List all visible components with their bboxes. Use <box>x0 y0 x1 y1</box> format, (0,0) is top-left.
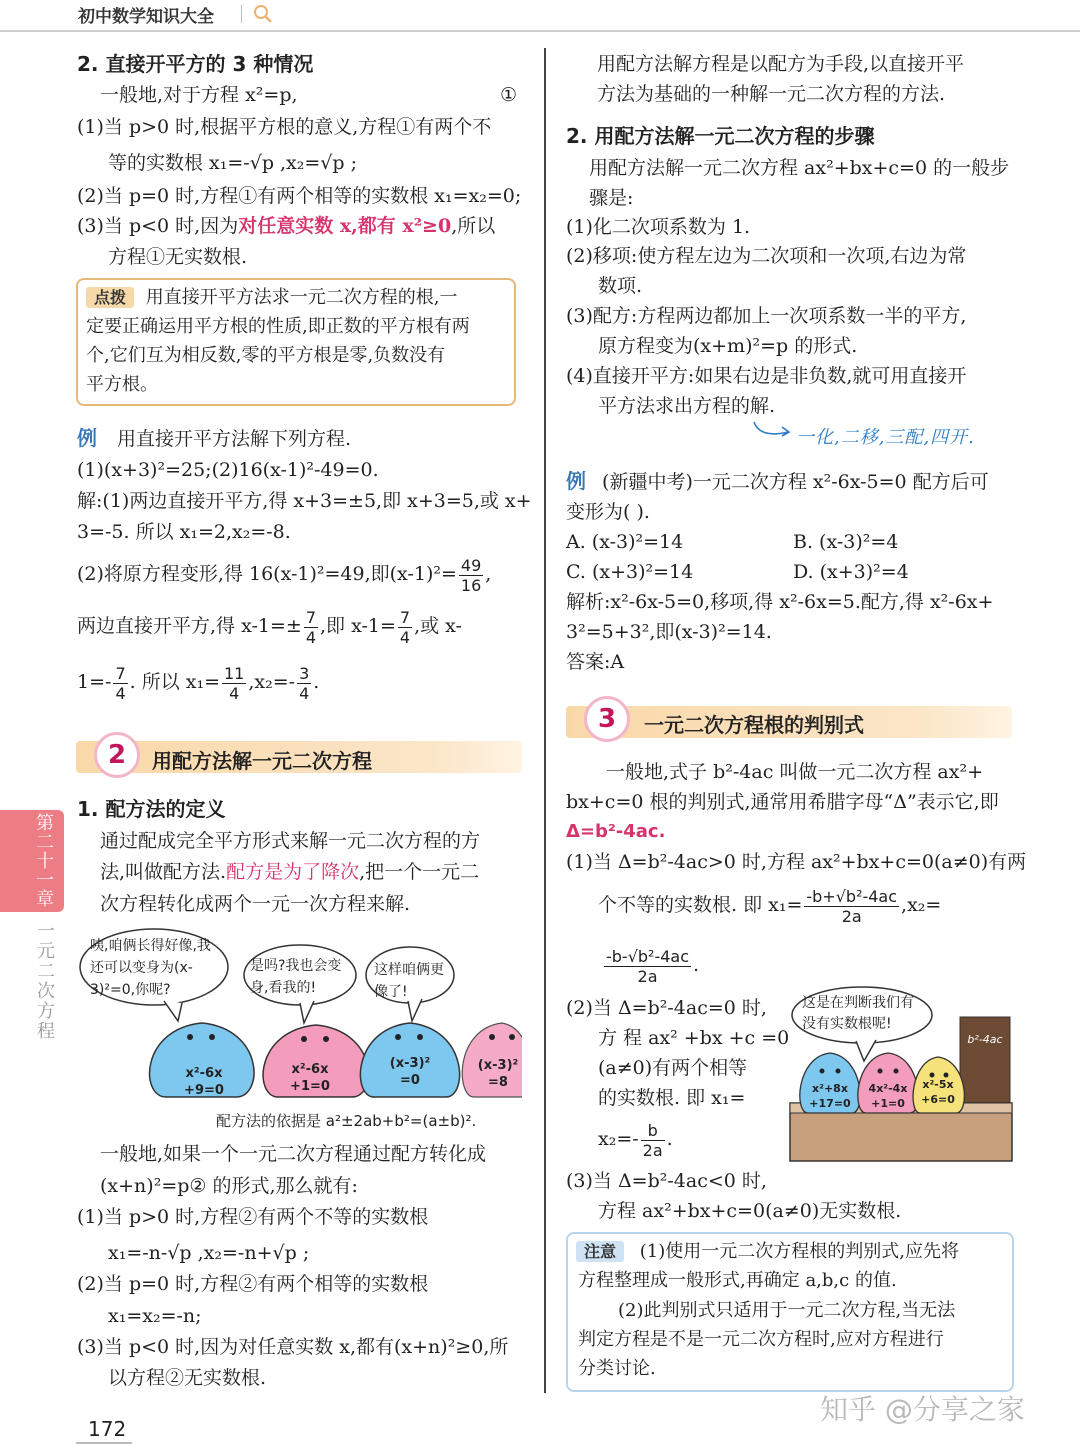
solution-2-c-pre: 1=- <box>77 671 112 693</box>
notice-tag: 注意 <box>576 1241 624 1262</box>
illustration-caption: 配方法的依据是 a²±2ab+b²=(a±b)². <box>216 1112 477 1130</box>
example-equations: (1)(x+3)²=25;(2)16(x-1)²-49=0. <box>77 459 379 481</box>
right-example-line-1 <box>566 467 989 496</box>
section-3-title: 一元二次方程根的判别式 <box>644 713 864 737</box>
fraction-7-4-a: $\frac{7}{4}$ <box>305 607 316 647</box>
example-heading <box>77 424 351 453</box>
disc-case-2-b: 方 程 ax² +bx +c =0 <box>598 1027 790 1049</box>
disc-case-2-e-pre: x₂=- <box>598 1128 639 1150</box>
fraction-11-4: $\frac{11}{4}$ <box>224 663 245 703</box>
page-number: 172 <box>88 1417 127 1441</box>
solution-2-b <box>77 604 462 648</box>
option-a: A. (x-3)²=14 <box>566 531 684 553</box>
search-icon <box>253 4 273 24</box>
egg-label-2: x²-6x +1=0 <box>290 1062 330 1094</box>
case-1-line-a: (1)当 p>0 时,根据平方根的意义,方程①有两个不 <box>77 116 492 138</box>
case-1-line-b: 等的实数根 x₁=-√p ,x₂=√p ; <box>108 152 358 174</box>
general-line-2: (x+n)²=p② 的形式,那么就有: <box>100 1175 358 1197</box>
solution-1-a: 解:(1)两边直接开平方,得 x+3=±5,即 x+3=5,或 x+ <box>77 490 532 512</box>
book-title: 初中数学知识大全 <box>78 7 214 27</box>
fraction-49-16: $\frac{49}{16}$ <box>460 555 482 595</box>
discriminant-def-1: 一般地,式子 b²-4ac 叫做一元二次方程 ax²+ <box>606 761 983 783</box>
disc-case-2-a: (2)当 Δ=b²-4ac=0 时, <box>566 997 767 1019</box>
header-divider <box>241 5 242 23</box>
k-case-1: (1)当 p>0 时,方程②有两个不等的实数根 <box>77 1206 429 1228</box>
notice-line-3: (2)此判别式只适用于一元二次方程,当无法 <box>618 1300 956 1321</box>
tip-line-4: 平方根。 <box>86 374 158 395</box>
option-d: D. (x+3)²=4 <box>793 561 909 583</box>
fraction-3-4: $\frac{3}{4}$ <box>299 663 310 703</box>
tip-tag: 点拨 <box>86 287 134 308</box>
egg-label-4: (x-3)² =8 <box>477 1058 519 1090</box>
step-2-a: (2)移项:使方程左边为二次项和一次项,右边为常 <box>566 245 967 267</box>
chapter-label: 第二十一章 <box>36 813 54 910</box>
notice-line-1 <box>576 1238 959 1266</box>
definition-2-pre: 法,叫做配方法. <box>100 861 227 883</box>
section-3-number: 3 <box>584 696 630 742</box>
answer: 答案:A <box>566 651 625 673</box>
section-2-number: 2 <box>94 732 140 778</box>
step-4-a: (4)直接开平方:如果右边是非负数,就可用直接开 <box>566 365 967 387</box>
case-3-pre: (3)当 p<0 时,因为 <box>77 215 239 237</box>
solution-2-a-text: (2)将原方程变形,得 16(x-1)²=49,即(x-1)²= <box>77 563 457 585</box>
watermark: 知乎 @分享之家 <box>820 1393 1025 1426</box>
disc-case-2-c: (a≠0)有两个相等 <box>598 1057 748 1079</box>
k-case-2: (2)当 p=0 时,方程②有两个相等的实数根 <box>77 1273 429 1295</box>
notice-text-1: (1)使用一元二次方程根的判别式,应先将 <box>639 1241 959 1262</box>
right-example-line-2: 变形为( ). <box>566 501 650 523</box>
solution-2-b-post: ,或 x- <box>414 615 462 637</box>
steps-intro-2: 骤是: <box>589 187 634 209</box>
analysis-2: 3²=5+3²,即(x-3)²=14. <box>566 621 772 643</box>
solution-2-a: (2)将原方程变形,得 16(x-1)²=49,即(x-1)²= $\frac{49}{16}$ , <box>77 555 492 595</box>
disc-case-1-b-post: ,x₂= <box>901 894 942 916</box>
subject-label: 一元二次方程 <box>37 921 55 1042</box>
tip-line-2: 定要正确运用平方根的性质,即正数的平方根有两 <box>86 316 470 337</box>
quadratic-formula-plus: $\frac{\text{-b+√b²-4ac}}{2a}$ <box>806 886 898 926</box>
quadratic-formula-minus: $\frac{\text{-b-√b²-4ac}}{2a}$ <box>606 946 690 986</box>
speech-bubble-4: 这是在判断我们有没有实数根呢! <box>802 995 914 1032</box>
k-case-3-b: 以方程②无实数根. <box>108 1367 267 1389</box>
k-case-1-roots: x₁=-n-√p ,x₂=-n+√p ; <box>108 1242 310 1264</box>
solution-1-b: 3=-5. 所以 x₁=2,x₂=-8. <box>77 521 291 543</box>
egg-label-1: x²-6x +9=0 <box>184 1066 224 1098</box>
tip-line-1 <box>86 284 457 312</box>
illustration-discriminant <box>786 985 1016 1165</box>
illustration-complete-square <box>78 925 522 1105</box>
case-3-line-b: 方程①无实数根. <box>108 246 248 268</box>
tip-text-1: 用直接开平方法求一元二次方程的根,一 <box>145 287 458 308</box>
section-title-direct-root: 2. 直接开平方的 3 种情况 <box>77 52 314 76</box>
disc-case-2-d: 的实数根. 即 x₁= <box>598 1087 746 1109</box>
egg-label-5: x²+8x +17=0 <box>809 1082 851 1110</box>
case-2: (2)当 p=0 时,方程①有两个相等的实数根 x₁=x₂=0; <box>77 185 522 207</box>
method-intro-2: 方法为基础的一种解一元二次方程的方法. <box>597 83 946 105</box>
notice-line-5: 分类讨论. <box>578 1358 656 1379</box>
definition-line-2 <box>100 858 479 886</box>
column-divider <box>544 48 546 1393</box>
notice-line-4: 判定方程是不是一元二次方程时,应对方程进行 <box>578 1329 944 1350</box>
step-4-b: 平方法求出方程的解. <box>598 395 776 417</box>
egg-label-6: 4x²-4x +1=0 <box>868 1082 908 1110</box>
speech-bubble-2: 是吗?我也会变身,看我的! <box>250 958 342 996</box>
disc-case-1-a: (1)当 Δ=b²-4ac>0 时,方程 ax²+bx+c=0(a≠0)有两 <box>566 851 1027 873</box>
case-3-line-a <box>77 212 495 240</box>
general-line-1: 一般地,如果一个一元二次方程通过配方转化成 <box>100 1143 487 1165</box>
intro-text: 一般地,对于方程 x²=p, <box>100 84 298 106</box>
right-example-label: 例 <box>566 469 586 493</box>
right-example-text: (新疆中考)一元二次方程 x²-6x-5=0 配方后可 <box>602 471 989 493</box>
method-intro-1: 用配方法解方程是以配方为手段,以直接开平 <box>597 53 965 75</box>
option-b: B. (x-3)²=4 <box>793 531 899 553</box>
discriminant-def-2: bx+c=0 根的判别式,通常用希腊字母“Δ”表示它,即 <box>566 791 999 813</box>
solution-2-c-mid: . 所以 x₁= <box>129 671 220 693</box>
disc-case-1-b <box>598 880 941 930</box>
step-3-a: (3)配方:方程两边都加上一次项系数一半的平方, <box>566 305 967 327</box>
speech-bubble-3: 这样咱俩更像了! <box>374 962 444 1000</box>
definition-2-post: ,把一个一元二 <box>359 861 480 883</box>
section-2-title: 用配方法解一元二次方程 <box>152 749 372 773</box>
disc-case-1-b-pre: 个不等的实数根. 即 x₁= <box>598 894 803 916</box>
step-1: (1)化二次项系数为 1. <box>566 216 751 238</box>
page-number-underline <box>76 1442 132 1444</box>
k-case-2-roots: x₁=x₂=-n; <box>108 1305 202 1327</box>
double-root-fraction: $\frac{b}{2a}$ <box>642 1120 663 1160</box>
tip-line-3: 个,它们互为相反数,零的平方根是零,负数没有 <box>86 345 446 366</box>
solution-2-c-mid2: ,x₂=- <box>248 671 296 693</box>
egg-label-7: x²-5x +6=0 <box>921 1078 955 1106</box>
example-label: 例 <box>77 426 97 450</box>
analysis-1: 解析:x²-6x-5=0,移项,得 x²-6x=5.配方,得 x²-6x+ <box>566 591 994 613</box>
solution-2-b-mid: ,即 x-1= <box>320 615 396 637</box>
disc-case-3-a: (3)当 Δ=b²-4ac<0 时, <box>566 1170 767 1192</box>
discriminant-def-3: Δ=b²-4ac. <box>566 821 666 842</box>
disc-case-2-e: x₂=- $\frac{b}{2a}$ . <box>598 1120 673 1160</box>
solution-2-b-pre: 两边直接开平方,得 x-1=± <box>77 615 302 637</box>
speech-bubble-1: 咦,咱俩长得好像,我还可以变身为(x-3)²=0,你呢? <box>90 938 211 998</box>
steps-title: 2. 用配方法解一元二次方程的步骤 <box>566 124 875 148</box>
case-3-highlight: 对任意实数 x,都有 x²≥0 <box>238 215 452 237</box>
definition-title: 1. 配方法的定义 <box>77 797 226 821</box>
fraction-7-4-b: $\frac{7}{4}$ <box>399 607 411 647</box>
definition-highlight: 配方是为了降次 <box>226 861 360 883</box>
disc-case-3-b: 方程 ax²+bx+c=0(a≠0)无实数根. <box>598 1200 902 1222</box>
case-3-post: ,所以 <box>451 215 496 237</box>
board-label: b²-4ac <box>967 1033 1003 1046</box>
chapter-tab <box>0 810 64 912</box>
steps-intro-1: 用配方法解一元二次方程 ax²+bx+c=0 的一般步 <box>589 157 1010 179</box>
mnemonic-note: 一化,二移,三配,四开. <box>796 427 975 448</box>
fraction-7-4-c: $\frac{7}{4}$ <box>115 663 126 703</box>
egg-label-3: (x-3)² =0 <box>389 1056 431 1088</box>
page-header <box>0 0 1080 32</box>
disc-case-1-c: $\frac{\text{-b-√b²-4ac}}{2a}$ . <box>606 946 700 986</box>
k-case-3-a: (3)当 p<0 时,因为对任意实数 x,都有(x+n)²≥0,所 <box>77 1336 509 1358</box>
example-text: 用直接开平方法解下列方程. <box>117 428 352 450</box>
notice-line-2: 方程整理成一般形式,再确定 a,b,c 的值. <box>578 1270 897 1291</box>
step-2-b: 数项. <box>598 275 643 297</box>
option-c: C. (x+3)²=14 <box>566 561 694 583</box>
definition-line-1: 通过配成完全平方形式来解一元二次方程的方 <box>100 830 481 852</box>
solution-2-c: 1=- $\frac{7}{4}$ . 所以 x₁= $\frac{11}{4}$ ,x₂=- $\frac{3}{4}$ . <box>77 663 320 703</box>
definition-line-3: 次方程转化成两个一元一次方程来解. <box>100 893 411 915</box>
equation-mark-1: ① <box>500 84 518 106</box>
step-3-b: 原方程变为(x+m)²=p 的形式. <box>598 335 858 357</box>
arrow-icon <box>752 418 792 440</box>
